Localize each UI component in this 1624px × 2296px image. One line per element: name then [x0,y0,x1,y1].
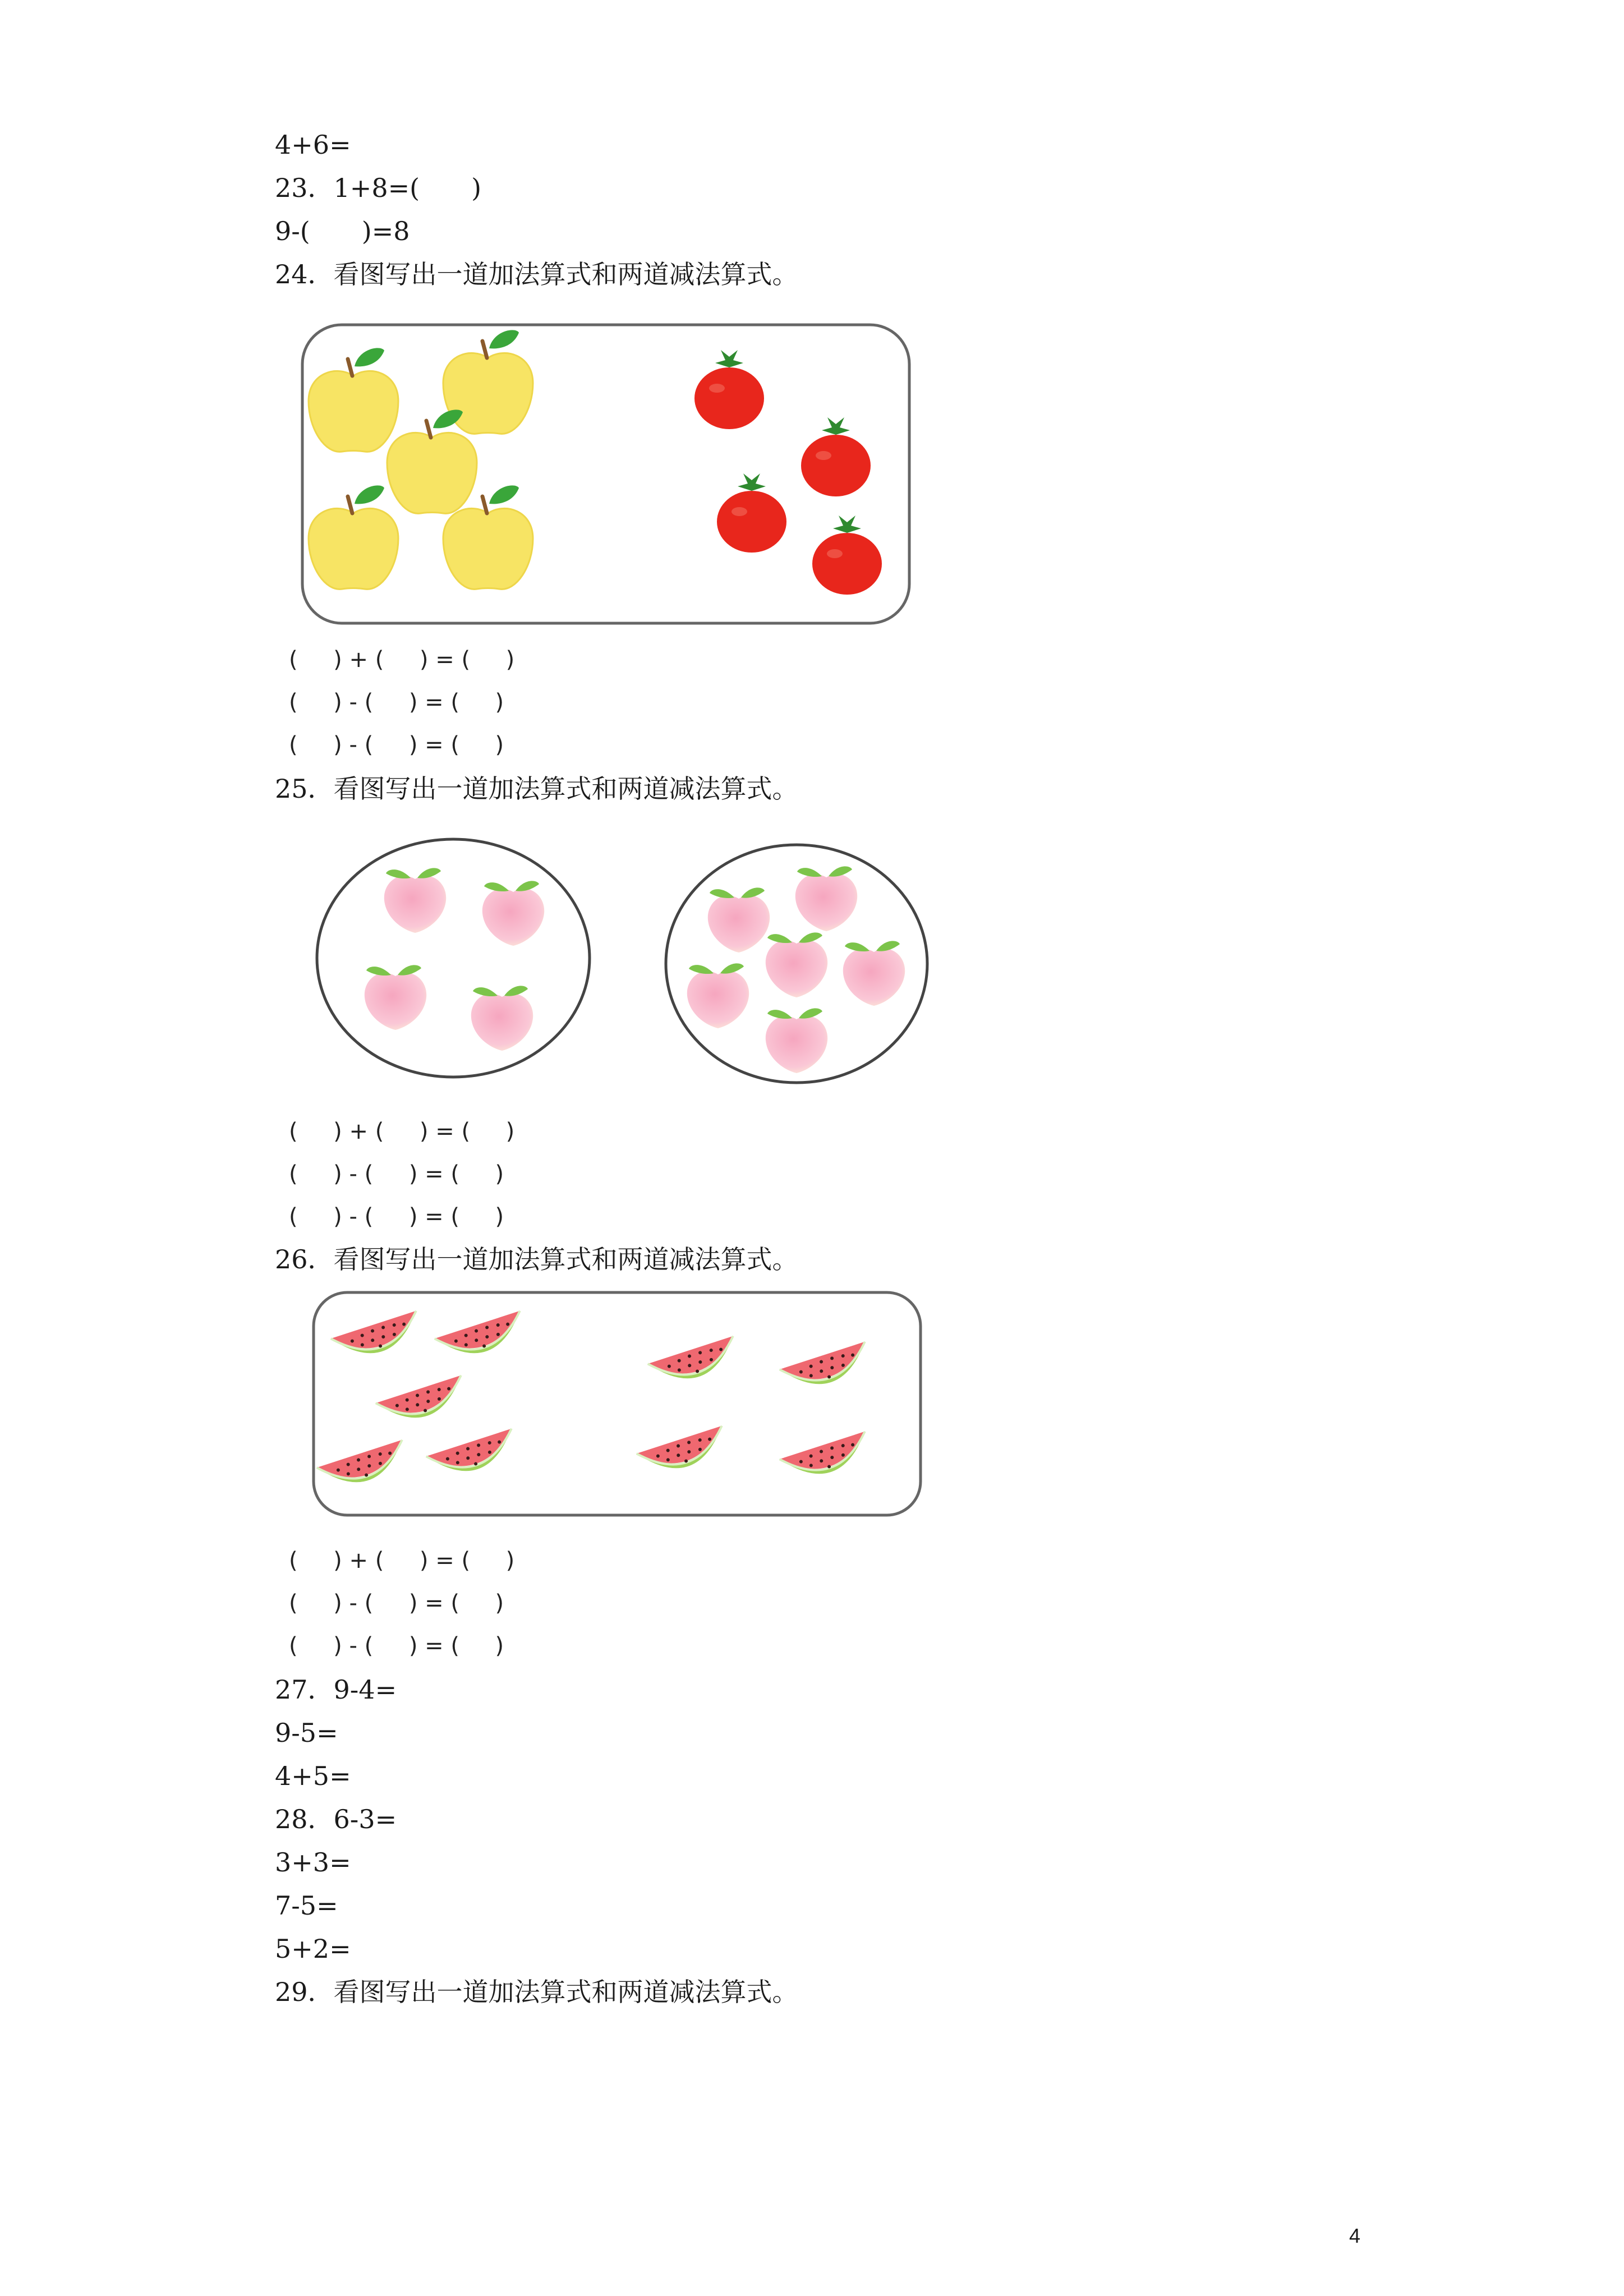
peaches-picture [314,830,937,1094]
addition-blank[interactable]: ( ) + ( ) = ( ) [289,647,515,673]
subtraction-blank[interactable]: ( ) - ( ) = ( ) [289,732,504,758]
question-28: 28．6-3= [275,1804,397,1834]
question-24: 24．看图写出一道加法算式和两道减法算式。 [275,259,798,289]
addition-blank[interactable]: ( ) + ( ) = ( ) [289,1548,515,1573]
subtraction-blank[interactable]: ( ) - ( ) = ( ) [289,689,504,715]
apples-tomatoes-picture [300,323,912,625]
question-25: 25．看图写出一道加法算式和两道减法算式。 [275,774,798,804]
equation-line: 3+3= [275,1847,351,1878]
question-27: 27．9-4= [275,1674,397,1705]
equation-line: 4+5= [275,1761,351,1791]
question-29: 29．看图写出一道加法算式和两道减法算式。 [275,1977,798,2007]
question-26: 26．看图写出一道加法算式和两道减法算式。 [275,1244,798,1274]
subtraction-blank[interactable]: ( ) - ( ) = ( ) [289,1161,504,1187]
equation-line: 7-5= [275,1890,338,1921]
addition-blank[interactable]: ( ) + ( ) = ( ) [289,1119,515,1144]
equation-line: 9-5= [275,1718,338,1748]
subtraction-blank[interactable]: ( ) - ( ) = ( ) [289,1590,504,1616]
equation-line: 4+6= [275,130,351,160]
watermelons-picture [311,1290,923,1517]
subtraction-blank[interactable]: ( ) - ( ) = ( ) [289,1204,504,1230]
equation-line: 9-( )=8 [275,216,410,246]
subtraction-blank[interactable]: ( ) - ( ) = ( ) [289,1633,504,1659]
question-23: 23．1+8=( ) [275,173,482,203]
page-number: 4 [1349,2224,1361,2247]
equation-line: 5+2= [275,1934,351,1964]
